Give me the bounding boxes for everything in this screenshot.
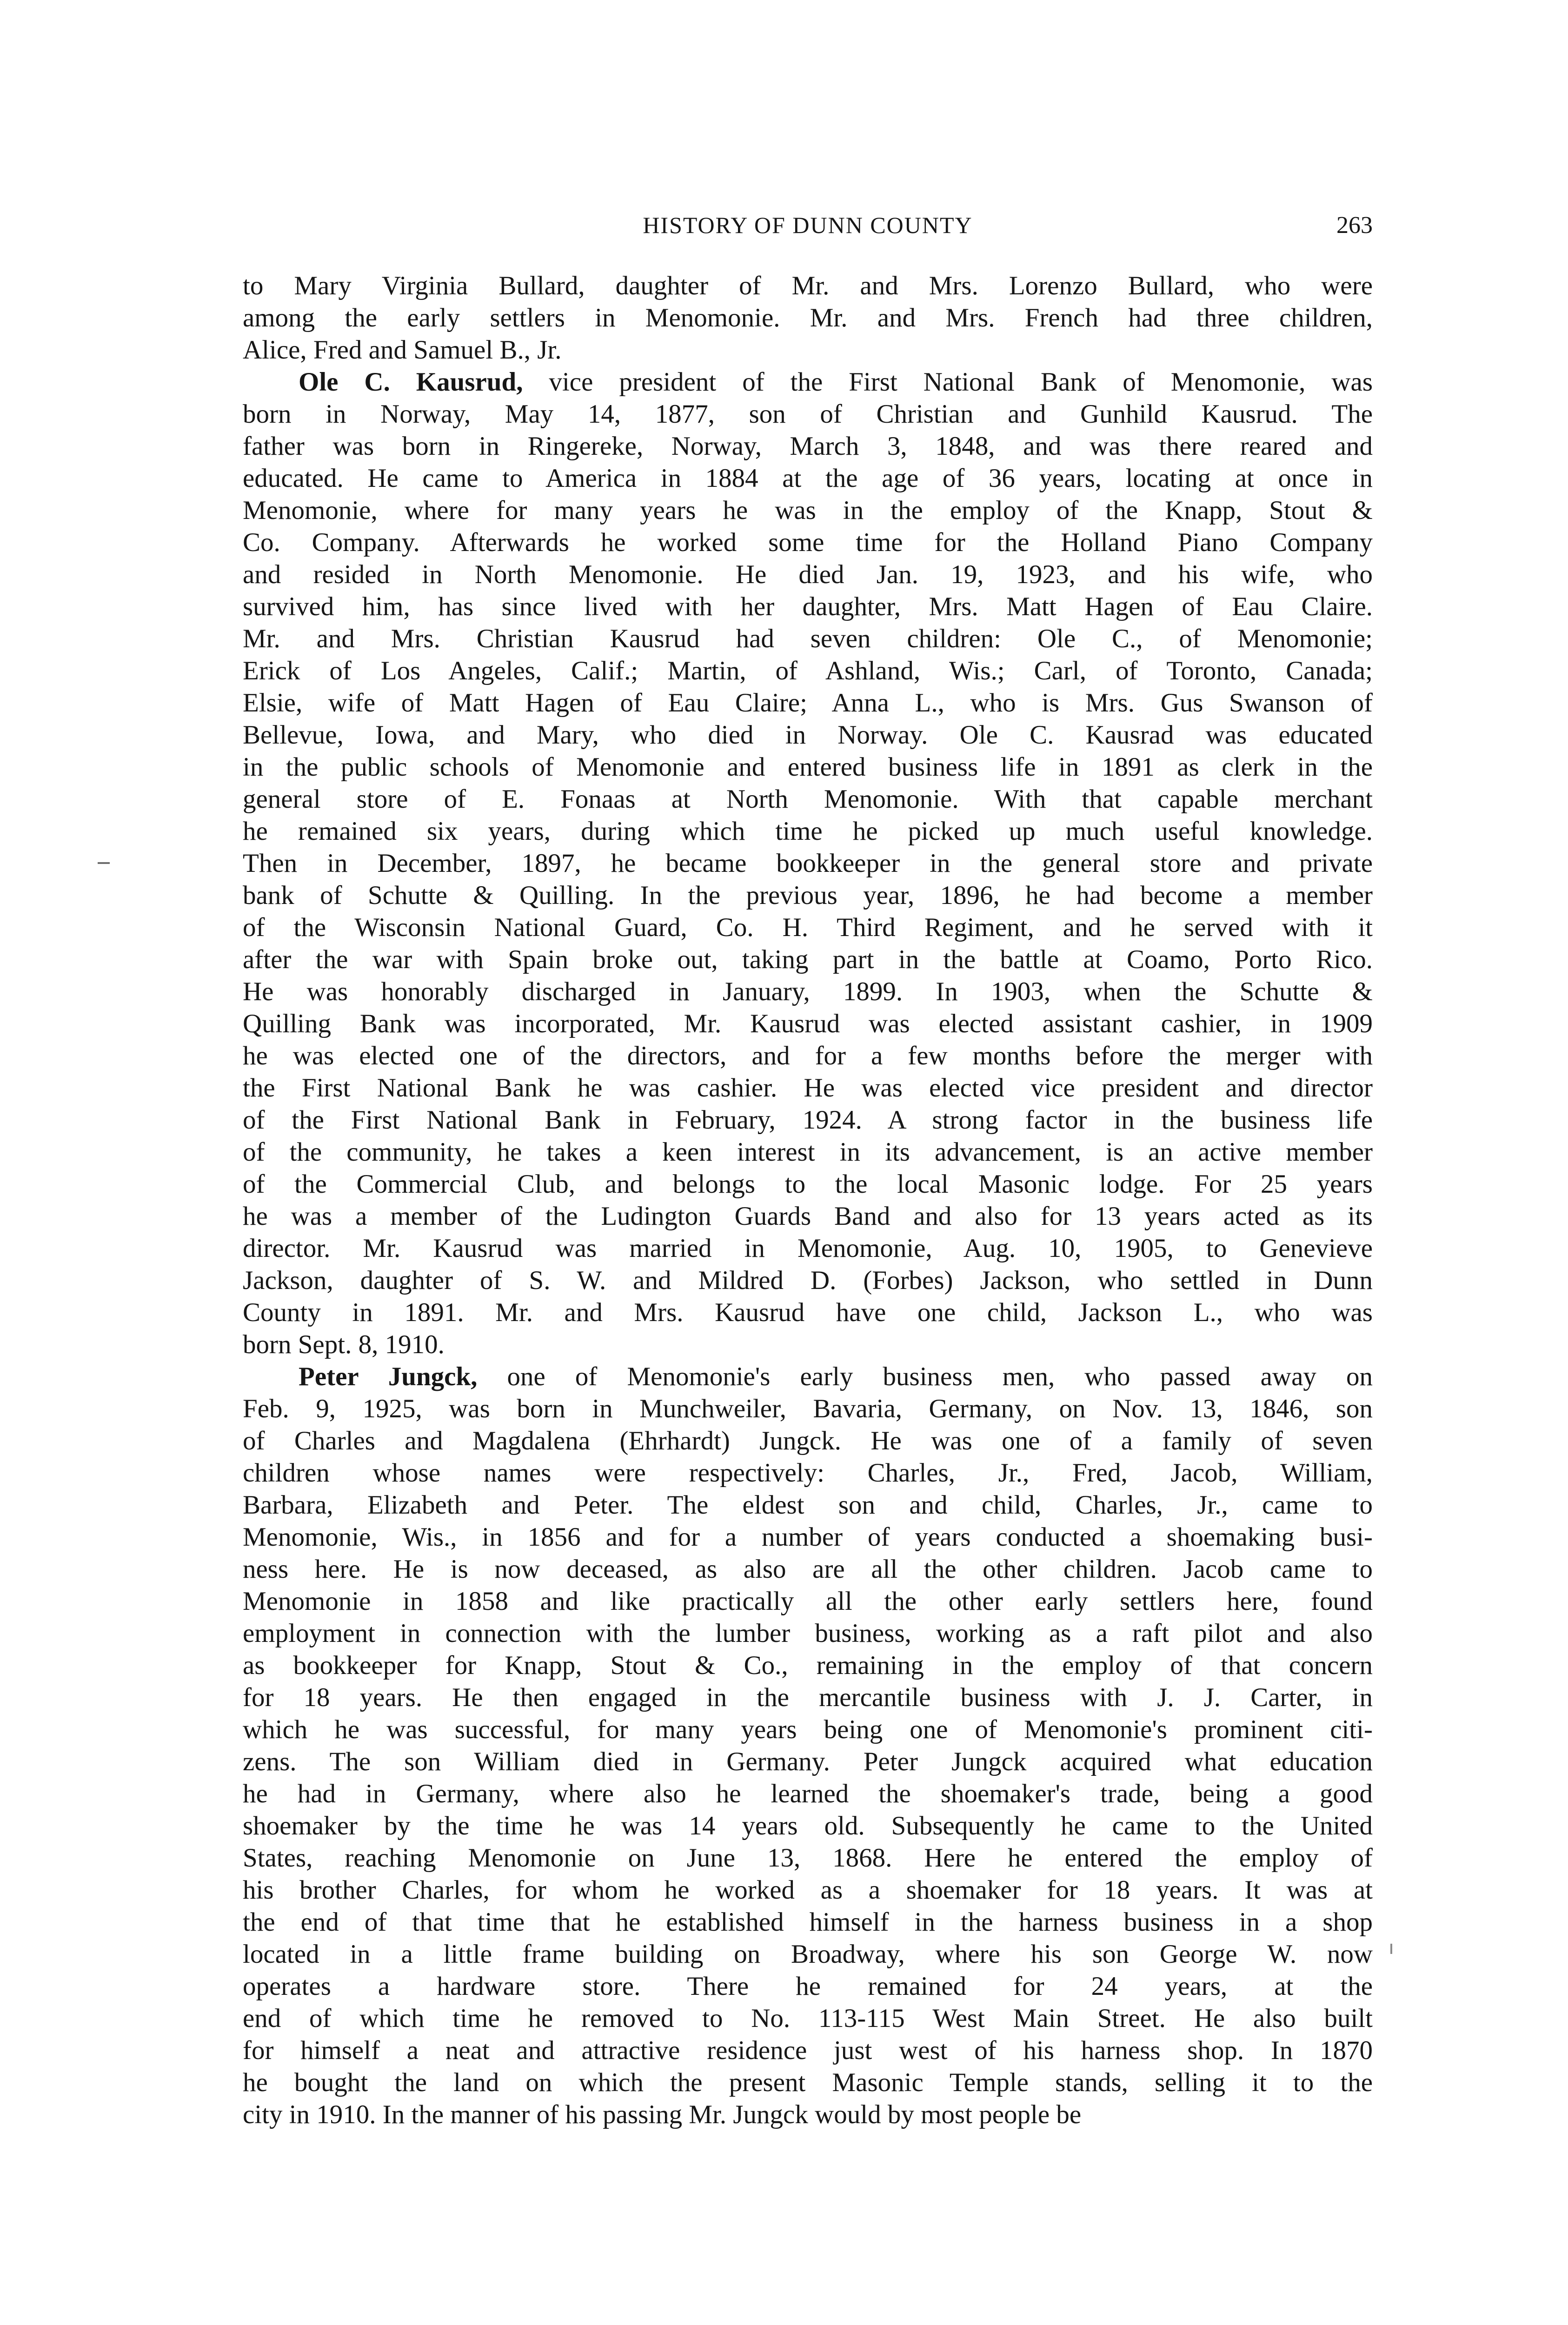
line-text: and resided in North Menomonie. He died Jan. 19, 1923, and his wife, who xyxy=(243,560,1373,589)
line-text: he bought the land on which the present Masonic Temple stands, selling it to the xyxy=(243,2068,1373,2097)
line-text: ness here. He is now deceased, as also are all the other children. Jacob came to xyxy=(243,1554,1373,1584)
text-line xyxy=(243,751,1373,783)
text-line xyxy=(243,943,1373,976)
line-text: to Mary Virginia Bullard, daughter of Mr. and Mrs. Lorenzo Bullard, who were xyxy=(243,271,1373,300)
line-text: educated. He came to America in 1884 at the age of 36 years, locating at once in xyxy=(243,464,1373,493)
line-text: bank of Schutte & Quilling. In the previous year, 1896, he had become a member xyxy=(243,881,1373,910)
text-line xyxy=(243,1040,1373,1072)
line-text: which he was successful, for many years being one of Menomonie's prominent citi- xyxy=(243,1715,1373,1744)
running-title: HISTORY OF DUNN COUNTY xyxy=(643,212,973,238)
line-text: after the war with Spain broke out, taking part in the battle at Coamo, Porto Rico. xyxy=(243,945,1373,974)
text-line xyxy=(243,1264,1373,1296)
line-text: as bookkeeper for Knapp, Stout & Co., remaining in the employ of that concern xyxy=(243,1651,1373,1680)
line-text: operates a hardware store. There he remained for 24 years, at the xyxy=(243,1972,1373,2001)
text-line xyxy=(243,1489,1373,1521)
text-line xyxy=(243,591,1373,623)
line-text: his brother Charles, for whom he worked as a shoemaker for 18 years. It was at xyxy=(243,1875,1373,1905)
line-text: located in a little frame building on Broadway, where his son George W. now xyxy=(243,1940,1373,1969)
text-line xyxy=(243,1810,1373,1842)
margin-mark xyxy=(1390,1944,1392,1954)
text-line xyxy=(243,1778,1373,1810)
line-text: Alice, Fred and Samuel B., Jr. xyxy=(243,335,562,365)
line-text: survived him, has since lived with her daughter, Mrs. Matt Hagen of Eau Claire. xyxy=(243,592,1373,621)
line-text: in the public schools of Menomonie and entered business life in 1891 as clerk in the xyxy=(243,752,1373,782)
line-text: for 18 years. He then engaged in the mercantile business with J. J. Carter, in xyxy=(243,1683,1373,1712)
text-line xyxy=(243,1329,1373,1361)
text-line xyxy=(243,302,1373,334)
text-line xyxy=(243,1072,1373,1104)
line-text: Feb. 9, 1925, was born in Munchweiler, Bavaria, Germany, on Nov. 13, 1846, son xyxy=(243,1394,1373,1423)
line-text: Elsie, wife of Matt Hagen of Eau Claire; Anna L., who is Mrs. Gus Swanson of xyxy=(243,688,1373,717)
text-line xyxy=(243,398,1373,430)
text-line xyxy=(243,558,1373,591)
line-text: Bellevue, Iowa, and Mary, who died in Norway. Ole C. Kausrad was educated xyxy=(243,720,1373,750)
text-line xyxy=(243,1553,1373,1585)
biography-name: Ole C. Kausrud, xyxy=(299,367,523,397)
line-text: for himself a neat and attractive residence just west of his harness shop. In 1870 xyxy=(243,2036,1373,2065)
text-line xyxy=(243,1874,1373,1906)
text-line xyxy=(243,1393,1373,1425)
text-line xyxy=(243,2002,1373,2034)
text-line xyxy=(243,1296,1373,1329)
text-line xyxy=(243,815,1373,847)
line-text: of the community, he takes a keen interest in its advancement, is an active member xyxy=(243,1137,1373,1167)
text-line xyxy=(243,2099,1373,2131)
text-line xyxy=(243,494,1373,526)
text-line xyxy=(243,430,1373,462)
text-line xyxy=(243,1938,1373,1970)
line-text: director. Mr. Kausrud was married in Menomonie, Aug. 10, 1905, to Genevieve xyxy=(243,1234,1373,1263)
text-line xyxy=(243,783,1373,815)
text-line xyxy=(243,2034,1373,2066)
line-text: the First National Bank he was cashier. He was elected vice president and director xyxy=(243,1073,1373,1103)
line-text: born Sept. 8, 1910. xyxy=(243,1330,445,1359)
text-line xyxy=(243,270,1373,302)
text-line xyxy=(243,1168,1373,1200)
line-text: born in Norway, May 14, 1877, son of Christian and Gunhild Kausrud. The xyxy=(243,399,1373,429)
line-text: Then in December, 1897, he became bookkeeper in the general store and private xyxy=(243,849,1373,878)
line-text: he was elected one of the directors, and for a few months before the merger with xyxy=(243,1041,1373,1070)
text-line xyxy=(243,462,1373,494)
line-text: County in 1891. Mr. and Mrs. Kausrud have one child, Jackson L., who was xyxy=(243,1298,1373,1327)
text-line xyxy=(243,1970,1373,2002)
text-line xyxy=(243,1200,1373,1232)
line-text: he was a member of the Ludington Guards Band and also for 13 years acted as its xyxy=(243,1202,1373,1231)
text-line xyxy=(243,334,1373,366)
text-line xyxy=(243,976,1373,1008)
page-number: 263 xyxy=(1336,212,1373,239)
text-line xyxy=(243,1008,1373,1040)
text-line xyxy=(243,1361,1373,1393)
line-text: among the early settlers in Menomonie. Mr. and Mrs. French had three children, xyxy=(243,303,1373,332)
text-line xyxy=(243,1425,1373,1457)
text-line xyxy=(243,2066,1373,2099)
text-line xyxy=(243,1906,1373,1938)
line-text: States, reaching Menomonie on June 13, 1868. Here he entered the employ of xyxy=(243,1843,1373,1873)
line-text: zens. The son William died in Germany. Peter Jungck acquired what education xyxy=(243,1747,1373,1776)
text-line xyxy=(243,911,1373,943)
line-text: he remained six years, during which time he picked up much useful knowledge. xyxy=(243,817,1373,846)
text-line xyxy=(243,1104,1373,1136)
text-line xyxy=(243,526,1373,558)
line-text: Jackson, daughter of S. W. and Mildred D. (Forbes) Jackson, who settled in Dunn xyxy=(243,1266,1373,1295)
line-text: general store of E. Fonaas at North Menomonie. With that capable merchant xyxy=(243,784,1373,814)
line-text: Erick of Los Angeles, Calif.; Martin, of Ashland, Wis.; Carl, of Toronto, Canada; xyxy=(243,656,1373,685)
line-text: shoemaker by the time he was 14 years old. Subsequently he came to the United xyxy=(243,1811,1373,1840)
line-text: of the Wisconsin National Guard, Co. H. Third Regiment, and he served with it xyxy=(243,913,1373,942)
margin-mark xyxy=(98,862,110,864)
line-text: Menomonie, where for many years he was in the employ of the Knapp, Stout & xyxy=(243,496,1373,525)
text-line xyxy=(243,623,1373,655)
line-text: of the First National Bank in February, 1924. A strong factor in the business life xyxy=(243,1105,1373,1135)
text-line xyxy=(243,1617,1373,1649)
line-text: Quilling Bank was incorporated, Mr. Kausrud was elected assistant cashier, in 1909 xyxy=(243,1009,1373,1038)
text-line xyxy=(243,687,1373,719)
line-text: He was honorably discharged in January, 1899. In 1903, when the Schutte & xyxy=(243,977,1373,1006)
line-text: the end of that time that he established himself in the harness business in a shop xyxy=(243,1907,1373,1937)
body-text xyxy=(243,270,1373,2316)
line-text: he had in Germany, where also he learned the shoemaker's trade, being a good xyxy=(243,1779,1373,1808)
text-line xyxy=(243,1842,1373,1874)
text-line xyxy=(243,366,1373,398)
text-line xyxy=(243,655,1373,687)
text-line xyxy=(243,719,1373,751)
line-text: of Charles and Magdalena (Ehrhardt) Jungck. He was one of a family of seven xyxy=(243,1426,1373,1455)
biography-name: Peter Jungck, xyxy=(299,1362,478,1391)
text-line xyxy=(243,847,1373,879)
line-text: children whose names were respectively: Charles, Jr., Fred, Jacob, William, xyxy=(243,1458,1373,1488)
text-line xyxy=(243,1681,1373,1714)
line-text: end of which time he removed to No. 113-115 West Main Street. He also built xyxy=(243,2004,1373,2033)
text-line xyxy=(243,1521,1373,1553)
text-line xyxy=(243,879,1373,911)
line-text: Barbara, Elizabeth and Peter. The eldest son and child, Charles, Jr., came to xyxy=(243,1490,1373,1520)
text-line xyxy=(243,1457,1373,1489)
line-text: employment in connection with the lumber business, working as a raft pilot and also xyxy=(243,1619,1373,1648)
line-text: of the Commercial Club, and belongs to the local Masonic lodge. For 25 years xyxy=(243,1169,1373,1199)
text-line xyxy=(243,1649,1373,1681)
text-line xyxy=(243,1232,1373,1264)
line-text: Menomonie, Wis., in 1856 and for a number of years conducted a shoemaking busi- xyxy=(243,1522,1373,1552)
text-line xyxy=(243,1585,1373,1617)
line-text: one of Menomonie's early business men, who passed away on xyxy=(477,1362,1373,1391)
line-text: city in 1910. In the manner of his passing Mr. Jungck would by most people be xyxy=(243,2100,1082,2129)
line-text: father was born in Ringereke, Norway, March 3, 1848, and was there reared and xyxy=(243,432,1373,461)
running-head xyxy=(243,212,1373,249)
line-text: Co. Company. Afterwards he worked some time for the Holland Piano Company xyxy=(243,528,1373,557)
line-text: Mr. and Mrs. Christian Kausrud had seven children: Ole C., of Menomonie; xyxy=(243,624,1373,653)
line-text: vice president of the First National Bank of Menomonie, was xyxy=(523,367,1373,397)
line-text: Menomonie in 1858 and like practically all the other early settlers here, found xyxy=(243,1587,1373,1616)
text-line xyxy=(243,1746,1373,1778)
text-line xyxy=(243,1714,1373,1746)
text-line xyxy=(243,1136,1373,1168)
